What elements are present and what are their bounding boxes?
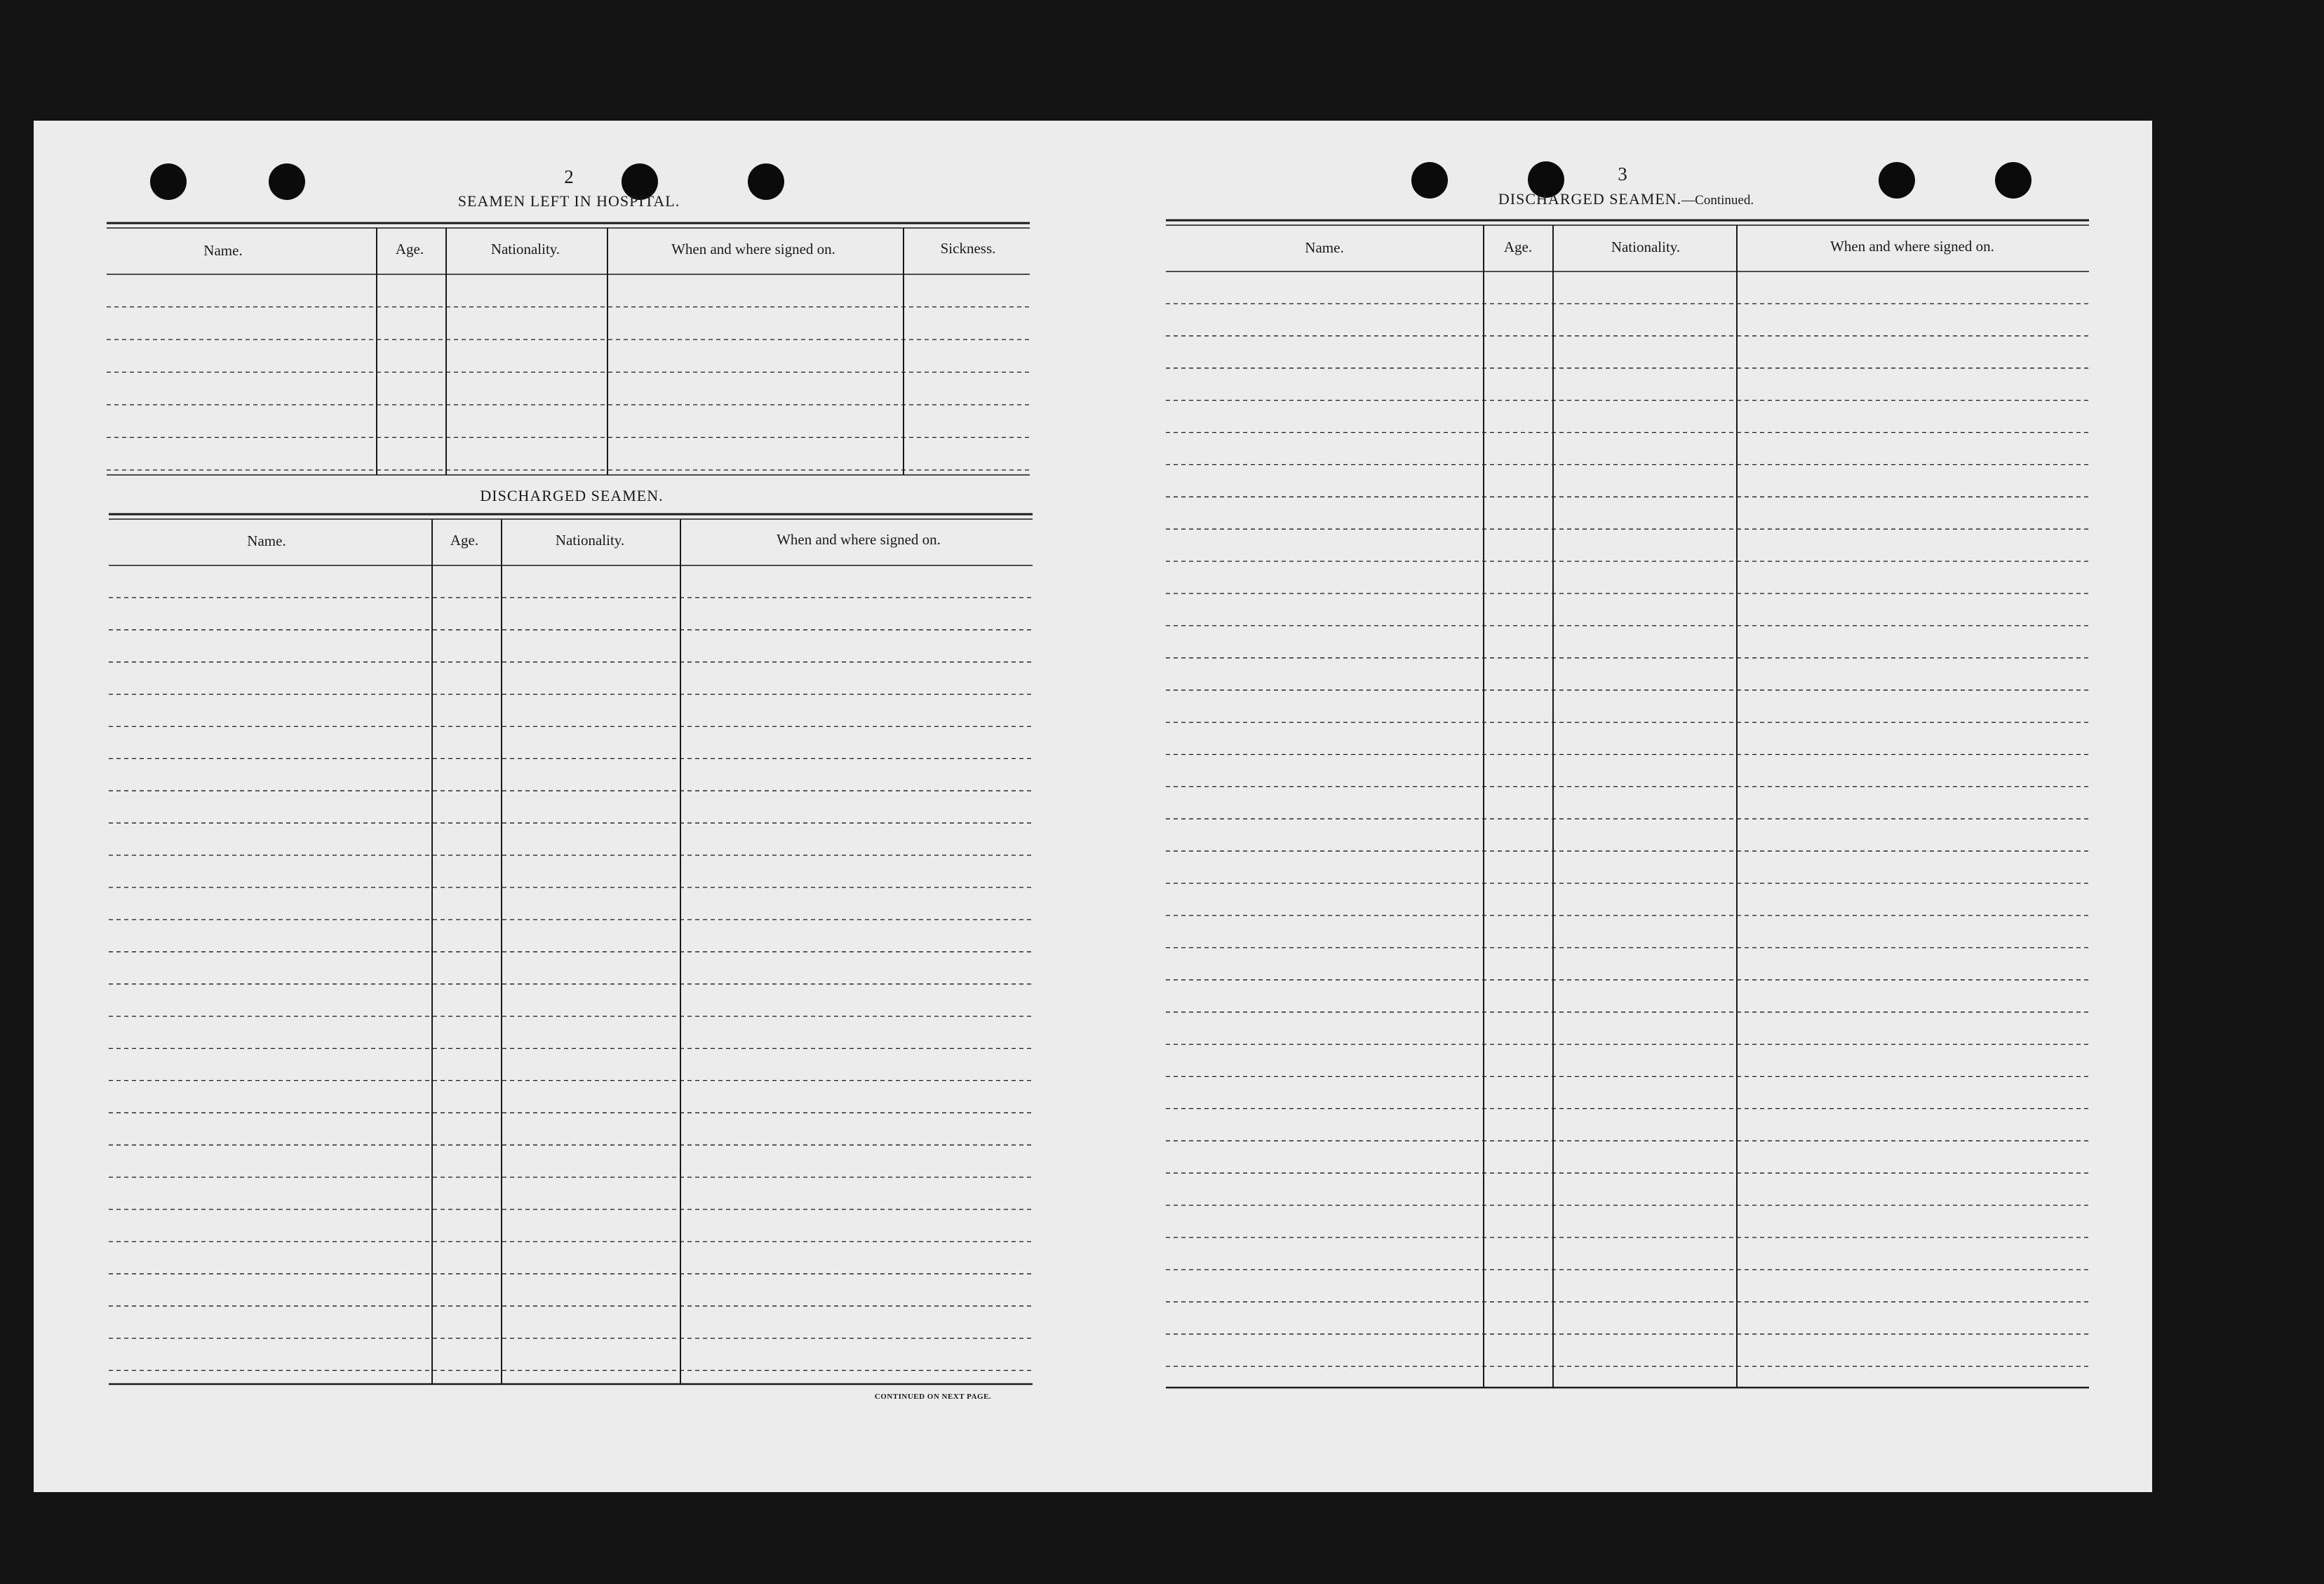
col-header-sickness: Sickness. [940, 240, 996, 257]
col-header-when-where-signed-on: When and where signed on. [777, 531, 941, 548]
col-header-age: Age. [450, 532, 479, 549]
page-number-left: 2 [564, 166, 574, 187]
col-header-nationality: Nationality. [1611, 239, 1681, 255]
section-title-discharged-seamen: DISCHARGED SEAMEN. [480, 487, 664, 504]
col-header-when-where-signed-on: When and where signed on. [671, 241, 835, 257]
col-header-nationality: Nationality. [555, 532, 625, 549]
section-title-discharged-seamen-continued [1498, 190, 1754, 208]
col-header-name: Name. [203, 242, 243, 259]
col-header-name: Name. [247, 532, 286, 549]
continued-on-next-page: CONTINUED ON NEXT PAGE. [874, 1392, 992, 1401]
col-header-nationality: Nationality. [490, 241, 560, 257]
col-header-age: Age. [395, 241, 424, 257]
section-title-suffix: —Continued. [1681, 193, 1754, 208]
page-number-right: 3 [1618, 163, 1627, 184]
col-header-age: Age. [1503, 239, 1533, 255]
section-title-text: DISCHARGED SEAMEN. [1498, 190, 1682, 208]
section-title-seamen-left-in-hospital: SEAMEN LEFT IN HOSPITAL. [457, 192, 680, 210]
col-header-when-where-signed-on: When and where signed on. [1830, 238, 1994, 255]
col-header-name: Name. [1305, 239, 1344, 256]
